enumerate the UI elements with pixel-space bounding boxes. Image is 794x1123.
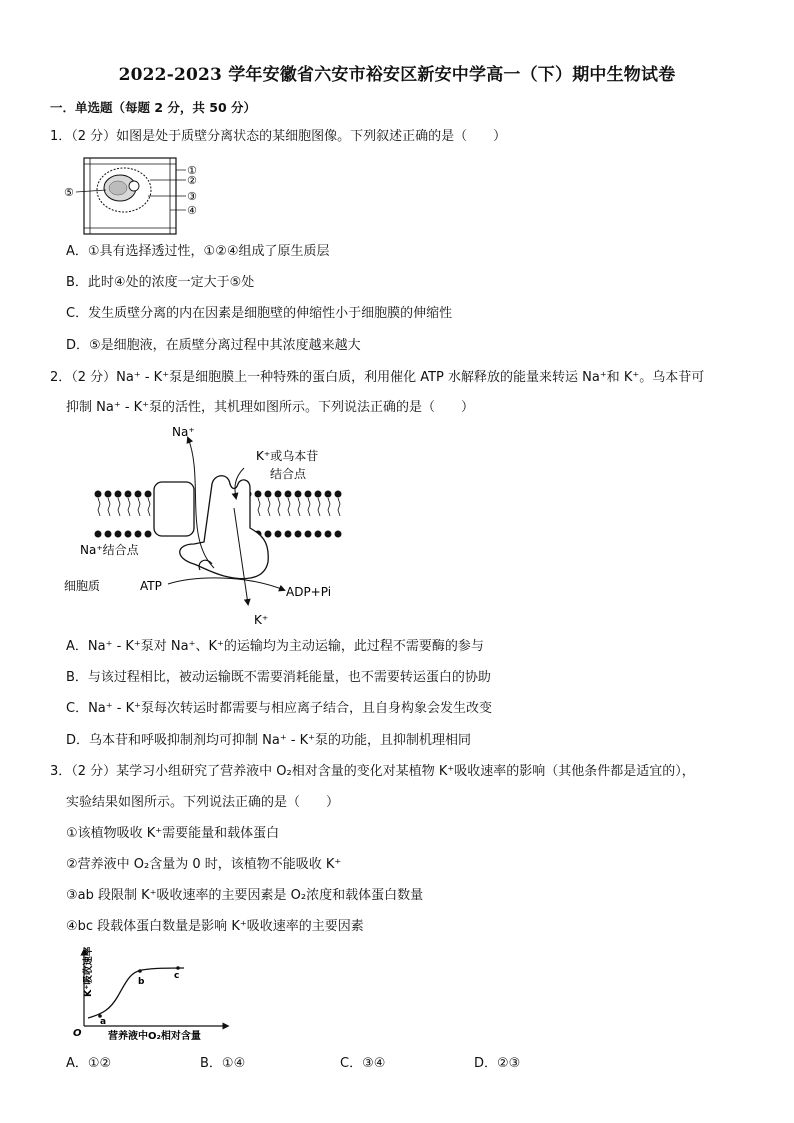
section-heading: 一．单选题（每题 2 分，共 50 分） bbox=[50, 100, 257, 115]
q3-stem-line1: 3．（2 分）某学习小组研究了营养液中 O₂相对含量的变化对某植物 K⁺吸收速率的影响（其他条件都是适宜的）， bbox=[50, 764, 695, 779]
q2-stem-line1: 2．（2 分）Na⁺ - K⁺泵是细胞膜上一种特殊的蛋白质，利用催化 ATP 水解释放的能量来转运 Na⁺和 K⁺。乌本苷可 bbox=[50, 370, 705, 385]
q3-ylabel: K⁺吸收速率 bbox=[83, 946, 94, 997]
q1-label-2: ② bbox=[187, 174, 197, 187]
q1-label-3: ③ bbox=[187, 190, 197, 203]
q3-graph bbox=[64, 946, 234, 1042]
q1-stem: 1．（2 分）如图是处于质壁分离状态的某细胞图像。下列叙述正确的是（ ） bbox=[50, 129, 507, 144]
q3-stem-line2: 实验结果如图所示。下列说法正确的是（ ） bbox=[66, 795, 340, 810]
q3-option-b: B．①④ bbox=[200, 1056, 246, 1071]
q3-statement-3: ③ab 段限制 K⁺吸收速率的主要因素是 O₂浓度和载体蛋白数量 bbox=[66, 888, 424, 903]
q2-option-c: C．Na⁺ - K⁺泵每次转运时都需要与相应离子结合，且自身构象会发生改变 bbox=[66, 701, 492, 716]
q2-label-k-binding-2: 结合点 bbox=[270, 467, 307, 481]
q3-point-b: b bbox=[138, 977, 145, 987]
q3-xlabel: 营养液中O₂相对含量 bbox=[108, 1031, 201, 1042]
q3-statement-2: ②营养液中 O₂含量为 0 时，该植物不能吸收 K⁺ bbox=[66, 857, 342, 872]
q1-label-1: ① bbox=[187, 164, 197, 177]
q1-cell-figure bbox=[64, 156, 204, 236]
q1-option-c: C．发生质壁分离的内在因素是细胞壁的伸缩性小于细胞膜的伸缩性 bbox=[66, 306, 453, 321]
q1-label-4: ④ bbox=[187, 204, 197, 217]
page-title: 2022-2023 学年安徽省六安市裕安区新安中学高一（下）期中生物试卷 bbox=[118, 65, 676, 85]
q2-option-b: B．与该过程相比，被动运输既不需要消耗能量，也不需要转运蛋白的协助 bbox=[66, 670, 491, 685]
q1-option-d: D．⑤是细胞液，在质壁分离过程中其浓度越来越大 bbox=[66, 338, 361, 353]
q2-label-k-binding-1: K⁺或乌本苷 bbox=[256, 449, 319, 463]
q3-option-c: C．③④ bbox=[340, 1056, 386, 1071]
q2-label-na-top: Na⁺ bbox=[172, 425, 195, 439]
q2-label-atp: ATP bbox=[140, 579, 162, 593]
q2-label-cytoplasm: 细胞质 bbox=[64, 579, 101, 593]
q2-label-k-bottom: K⁺ bbox=[254, 613, 269, 627]
q3-statement-4: ④bc 段载体蛋白数量是影响 K⁺吸收速率的主要因素 bbox=[66, 919, 364, 934]
q3-origin: O bbox=[73, 1028, 82, 1039]
q3-statement-1: ①该植物吸收 K⁺需要能量和载体蛋白 bbox=[66, 826, 280, 841]
q3-option-a: A．①② bbox=[66, 1056, 112, 1071]
q2-label-adp: ADP+Pi bbox=[286, 585, 332, 599]
q2-option-a: A．Na⁺ - K⁺泵对 Na⁺、K⁺的运输均为主动运输，此过程不需要酶的参与 bbox=[66, 639, 484, 654]
q3-point-a: a bbox=[100, 1017, 107, 1027]
q3-point-c: c bbox=[174, 971, 180, 981]
q1-option-b: B．此时④处的浓度一定大于⑤处 bbox=[66, 275, 255, 290]
q1-option-a: A．①具有选择透过性，①②④组成了原生质层 bbox=[66, 244, 330, 259]
q2-label-na-binding: Na⁺结合点 bbox=[80, 543, 139, 557]
q2-option-d: D．乌本苷和呼吸抑制剂均可抑制 Na⁺ - K⁺泵的功能，且抑制机理相同 bbox=[66, 733, 472, 748]
q2-stem-line2: 抑制 Na⁺ - K⁺泵的活性，其机理如图所示。下列说法正确的是（ ） bbox=[66, 400, 475, 415]
q2-pump-figure bbox=[64, 418, 364, 630]
q1-label-5: ⑤ bbox=[64, 186, 74, 199]
q3-option-d: D．②③ bbox=[474, 1056, 521, 1071]
